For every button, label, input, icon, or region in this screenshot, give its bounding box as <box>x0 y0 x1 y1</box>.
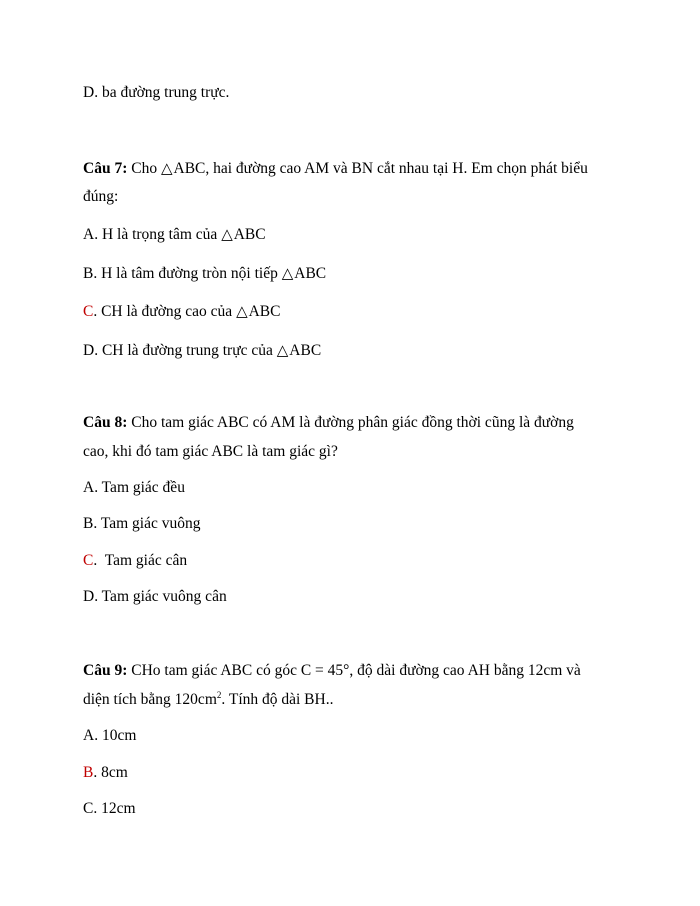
option-letter: D <box>83 342 95 359</box>
q7-stem-line2: đúng: <box>83 188 119 205</box>
q8-label: Câu 8: <box>83 414 128 431</box>
q8-stem-line2: cao, khi đó tam giác ABC là tam giác gì? <box>83 443 338 460</box>
q7-option-c <box>83 301 280 322</box>
triangle-symbol: △ <box>221 225 233 243</box>
q8-stem-line1 <box>83 413 574 433</box>
q9-stem-line2 <box>83 690 333 710</box>
q8-option-d <box>83 587 227 607</box>
q7-option-a <box>83 224 266 245</box>
q9-stem-line1 <box>83 661 581 681</box>
option-text: . 12cm <box>93 800 136 817</box>
q8-option-b <box>83 514 200 534</box>
q7-stem-line1 <box>83 158 588 179</box>
q9-option-c <box>83 799 136 819</box>
option-letter-correct: C <box>83 303 94 320</box>
q9-label: Câu 9: <box>83 662 128 679</box>
triangle-label: ABC <box>233 226 266 243</box>
q7-text-b: ABC, hai đường cao AM và BN cắt nhau tại H. Em chọn phát biểu <box>173 160 588 177</box>
superscript: 2 <box>216 689 222 700</box>
option-letter: A <box>83 226 95 243</box>
q7-option-b <box>83 263 326 284</box>
option-text: . 10cm <box>94 727 137 744</box>
option-text: . CH là đường cao của <box>93 303 237 320</box>
q7-label: Câu 7: <box>83 160 128 177</box>
option-letter: B <box>83 515 94 532</box>
q8-text: Cho tam giác ABC có AM là đường phân giác đồng thời cũng là đường <box>127 414 574 431</box>
triangle-label: ABC <box>289 342 322 359</box>
option-letter-correct: B <box>83 764 94 781</box>
option-text: . CH là đường trung trực của <box>94 342 277 359</box>
q9-text: CHo tam giác ABC có góc C = 45°, độ dài đường cao AH bằng 12cm và <box>127 662 581 679</box>
option-text: . Tam giác cân <box>93 552 188 569</box>
option-letter-correct: C <box>83 552 94 569</box>
triangle-label: ABC <box>294 265 327 282</box>
triangle-symbol: △ <box>236 302 248 320</box>
triangle-label: ABC <box>248 303 281 320</box>
option-text: . Tam giác vuông <box>93 515 201 532</box>
q8-option-c <box>83 551 187 571</box>
option-text: . H là tâm đường tròn nội tiếp <box>93 265 282 282</box>
option-text: . Tam giác vuông cân <box>94 588 227 605</box>
q9-text-b: . Tính độ dài BH.. <box>221 691 334 708</box>
q7-option-d <box>83 340 321 361</box>
option-letter: A <box>83 727 95 744</box>
option-letter: B <box>83 265 94 282</box>
q9-option-b <box>83 763 128 783</box>
q8-option-a <box>83 478 185 498</box>
triangle-symbol: △ <box>160 159 173 177</box>
q9-option-a <box>83 726 136 746</box>
option-text: . H là trọng tâm của <box>94 226 222 243</box>
q7-text-a: Cho <box>127 160 161 177</box>
option-text: . Tam giác đều <box>94 479 185 496</box>
option-letter: C <box>83 800 94 817</box>
triangle-symbol: △ <box>281 264 294 282</box>
option-letter: A <box>83 479 95 496</box>
option-text: . 8cm <box>93 764 128 781</box>
q9-text-a: diện tích bằng 120cm <box>83 691 217 708</box>
prev-option-d: D. ba đường trung trực. <box>83 84 230 101</box>
option-letter: D <box>83 588 95 605</box>
triangle-symbol: △ <box>276 341 289 359</box>
